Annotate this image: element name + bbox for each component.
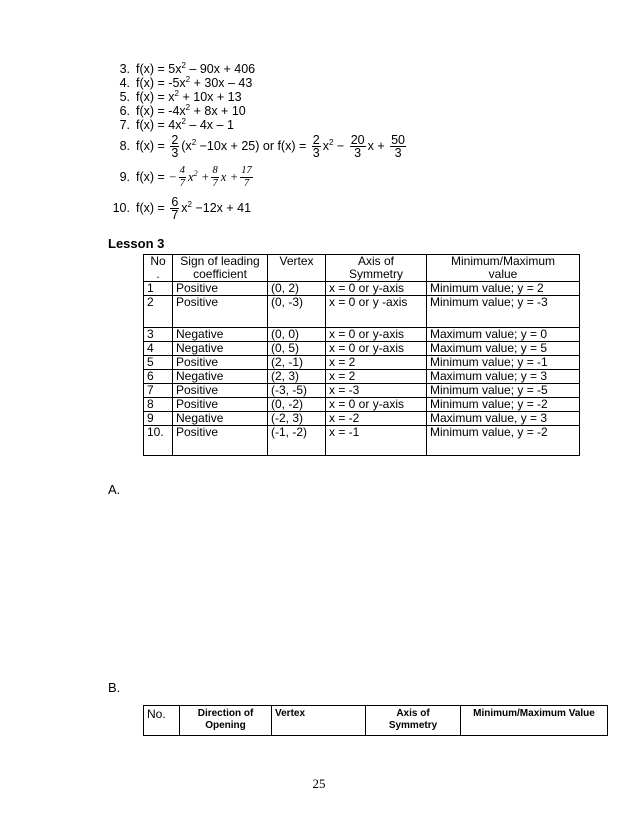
equation-9: 9. f(x) = − $\frac{4}{7}$ $x^2$ + $\frac{8}{7}$ x + $\frac{17}{7}$ (119, 165, 252, 189)
table-row: 3 Negative (0, 0) x = 0 or y-axis Maximum value; y = 0 (144, 328, 580, 342)
lesson-title: Lesson 3 (108, 236, 165, 251)
fraction: $\frac{20}{3}$ (350, 133, 365, 160)
fraction: $\frac{6}{7}$ (171, 195, 179, 222)
table-row: 9 Negative (-2, 3) x = -2 Maximum value, y = 3 (144, 412, 580, 426)
table-row: 6 Negative (2, 3) x = 2 Maximum value; y = 3 (144, 370, 580, 384)
equation-8: 8. f(x) = $\frac{2}{3}$ $(x^2 -10x + 25)$ or f(x) = $\frac{2}{3}$ $x^2$ − $\frac{20}{3}$ x + $\frac{50}{3}$ (119, 133, 406, 160)
header-minmax: Minimum/Maximum Value (461, 706, 608, 736)
header-direction: Direction of Opening (180, 706, 272, 736)
table-row: 7 Positive (-3, -5) x = -3 Minimum value; y = -5 (144, 384, 580, 398)
equation-6: 6. $f(x) = -4x^2 + 8x + 10$ (119, 103, 246, 118)
fraction: $\frac{2}{3}$ (171, 133, 179, 160)
table-row: 2 Positive (0, -3) x = 0 or y -axis Minimum value; y = -3 (144, 296, 580, 328)
table-row: 5 Positive (2, -1) x = 2 Minimum value; y = -1 (144, 356, 580, 370)
header-sign: Sign of leading coefficient (173, 255, 268, 282)
table-row: 10. Positive (-1, -2) x = -1 Minimum value, y = -2 (144, 426, 580, 456)
page-number: 25 (312, 776, 326, 791)
section-b-table (143, 705, 608, 736)
equation-3: 3. $f(x) = 5x^2 - 90x + 406$ (119, 61, 256, 76)
fraction: $\frac{2}{3}$ (312, 133, 320, 160)
table-header-row (144, 706, 608, 736)
section-b-label: B. (108, 680, 121, 695)
table-row: 1 Positive (0, 2) x = 0 or y-axis Minimum value; y = 2 (144, 282, 580, 296)
header-no: No. (144, 706, 180, 736)
fraction: $\frac{4}{7}$ (179, 165, 185, 189)
lesson3-table (143, 254, 580, 456)
equation-7: 7. $f(x) = 4x^2 - 4x - 1$ (119, 117, 234, 132)
header-no: No . (144, 255, 173, 282)
header-axis: Axis of Symmetry (326, 255, 427, 282)
header-vertex: Vertex (272, 706, 366, 736)
fraction: $\frac{50}{3}$ (391, 133, 406, 160)
table-row: 4 Negative (0, 5) x = 0 or y-axis Maximum value; y = 5 (144, 342, 580, 356)
table-row: 8 Positive (0, -2) x = 0 or y-axis Minimum value; y = -2 (144, 398, 580, 412)
equation-5: 5. $f(x) = x^2 + 10x + 13$ (119, 89, 242, 104)
equation-10: 10. f(x) = $\frac{6}{7}$ $x^2 -12x + 41$ (112, 195, 252, 222)
equation-4: 4. $f(x) = -5x^2 + 30x - 43$ (119, 75, 253, 90)
header-vertex: Vertex (268, 255, 326, 282)
fraction: $\frac{17}{7}$ (241, 165, 252, 189)
fraction: $\frac{8}{7}$ (212, 165, 218, 189)
section-a-label: A. (108, 482, 121, 497)
table-header-row (144, 255, 580, 282)
header-minmax: Minimum/Maximum value (427, 255, 580, 282)
header-axis: Axis of Symmetry (366, 706, 461, 736)
